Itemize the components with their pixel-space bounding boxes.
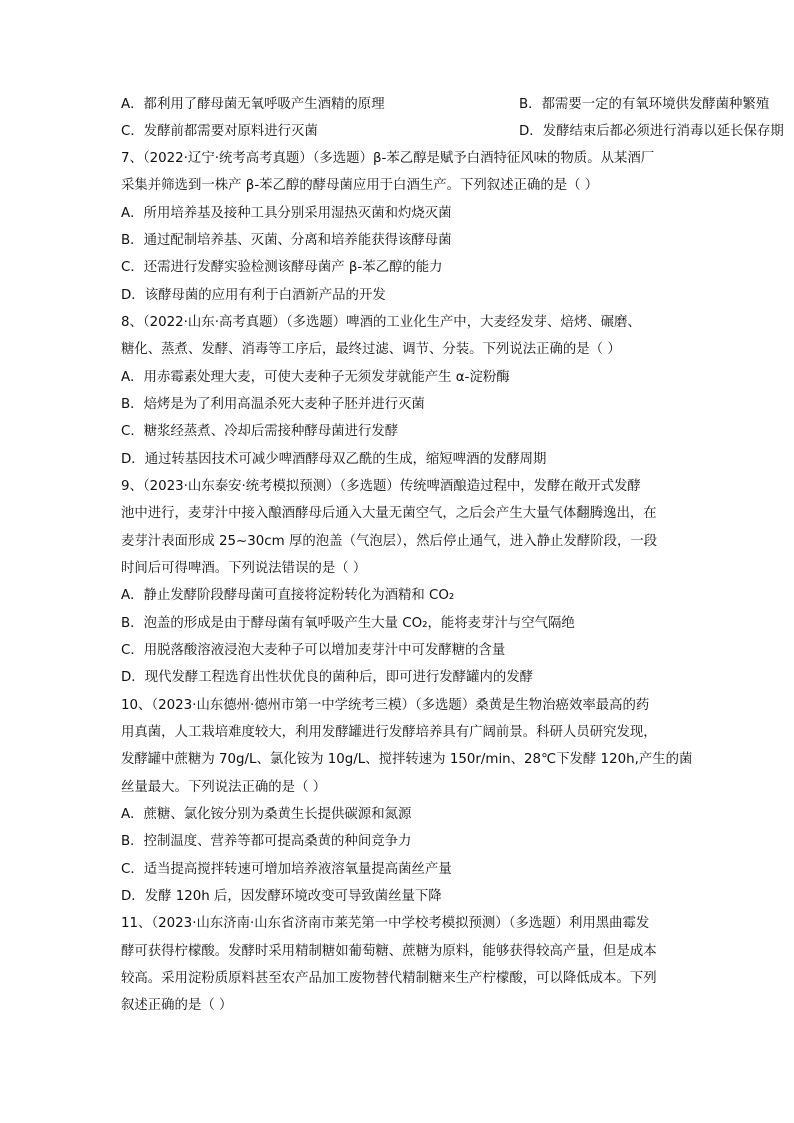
q8-option-c: C．糖浆经蒸煮、冷却后需接种酵母菌进行发酵 [121,424,399,439]
q9-option-c: C．用脱落酸溶液浸泡大麦种子可以增加麦芽汁中可发酵糖的含量 [121,643,506,658]
q9-stem-line: 池中进行，麦芽汁中接入酿酒酵母后通入大量无菌空气，之后会产生大量气体翻腾逸出，在 [121,506,657,521]
q7-option-b: B．通过配制培养基、灭菌、分离和培养能获得该酵母菌 [121,233,452,248]
q9-stem-line: 麦芽汁表面形成 25~30cm 厚的泡盖（气泡层），然后停止通气，进入静止发酵阶段，一段 [121,534,658,549]
q6-option-a: A．都利用了酵母菌无氧呼吸产生酒精的原理 [121,97,385,112]
q9-option-a: A．静止发酵阶段酵母菌可直接将淀粉转化为酒精和 CO₂ [121,588,455,603]
q11-stem-line: 叙述正确的是（ ） [121,998,233,1013]
q10-option-d: D．发酵 120h 后，因发酵环境改变可导致菌丝量下降 [121,889,442,904]
q9-option-b: B．泡盖的形成是由于酵母菌有氧呼吸产生大量 CO₂，能将麦芽汁与空气隔绝 [121,616,575,631]
q9-option-d: D．现代发酵工程选育出性状优良的菌种后，即可进行发酵罐内的发酵 [121,670,534,685]
q9-stem-line: 9、（2023·山东泰安·统考模拟预测）（多选题）传统啤酒酿造过程中，发酵在敞开式发酵 [121,479,641,494]
q10-option-a: A．蔗糖、氯化铵分别为桑黄生长提供碳源和氮源 [121,807,412,822]
q7-option-a: A．所用培养基及接种工具分别采用湿热灭菌和灼烧灭菌 [121,206,452,221]
q8-stem-line: 8、（2022·山东·高考真题）（多选题）啤酒的工业化生产中，大麦经发芽、焙烤、碾磨、 [121,315,641,330]
q8-option-d: D．通过转基因技术可减少啤酒酵母双乙酰的生成，缩短啤酒的发酵周期 [121,452,547,467]
q7-option-d: D．该酵母菌的应用有利于白酒新产品的开发 [121,288,386,303]
q9-stem-line: 时间后可得啤酒。下列说法错误的是（ ） [121,561,367,576]
q8-option-a: A．用赤霉素处理大麦，可使大麦种子无须发芽就能产生 α-淀粉酶 [121,370,510,385]
q10-stem-line: 10、（2023·山东德州·德州市第一中学统考三模）（多选题）桑黄是生物治癌效率最高的药 [121,698,650,713]
q10-stem-line: 用真菌，人工栽培难度较大，利用发酵罐进行发酵培养具有广阔前景。科研人员研究发现， [121,725,657,740]
q6-option-d: D．发酵结束后都必须进行消毒以延长保存期 [519,124,784,139]
q7-option-c: C．还需进行发酵实验检测该酵母菌产 β-苯乙醇的能力 [121,260,443,275]
q10-option-b: B．控制温度、营养等都可提高桑黄的种间竞争力 [121,834,412,849]
q10-option-c: C．适当提高搅拌转速可增加培养液溶氧量提高菌丝产量 [121,862,452,877]
q6-option-row-1 [121,95,770,115]
q10-stem-line: 发酵罐中蔗糖为 70g/L、氯化铵为 10g/L、搅拌转速为 150r/min、28℃下发酵 120h,产生的菌 [121,752,693,767]
q6-option-b: B．都需要一定的有氧环境供发酵菌种繁殖 [519,97,770,112]
q11-stem-line: 11、（2023·山东济南·山东省济南市莱芜第一中学校考模拟预测）（多选题）利用黑曲霉发 [121,916,650,931]
q10-stem-line: 丝量最大。下列说法正确的是（ ） [121,780,327,795]
q6-option-row-2 [121,122,784,142]
q7-stem-line: 7、（2022·辽宁·统考高考真题）（多选题）β-苯乙醇是赋予白酒特征风味的物质。从某酒厂 [121,151,655,166]
q7-stem-line: 采集并筛选到一株产 β-苯乙醇的酵母菌应用于白酒生产。下列叙述正确的是（ ） [121,178,599,193]
q6-option-c: C．发酵前都需要对原料进行灭菌 [121,124,318,139]
q8-option-b: B．焙烤是为了利用高温杀死大麦种子胚并进行灭菌 [121,397,425,412]
q11-stem-line: 酵可获得柠檬酸。发酵时采用精制糖如葡萄糖、蔗糖为原料，能够获得较高产量，但是成本 [121,944,657,959]
q8-stem-line: 糖化、蒸煮、发酵、消毒等工序后，最终过滤、调节、分装。下列说法正确的是（ ） [121,342,621,357]
q11-stem-line: 较高。采用淀粉质原料甚至农产品加工废物替代精制糖来生产柠檬酸，可以降低成本。下列 [121,971,657,986]
